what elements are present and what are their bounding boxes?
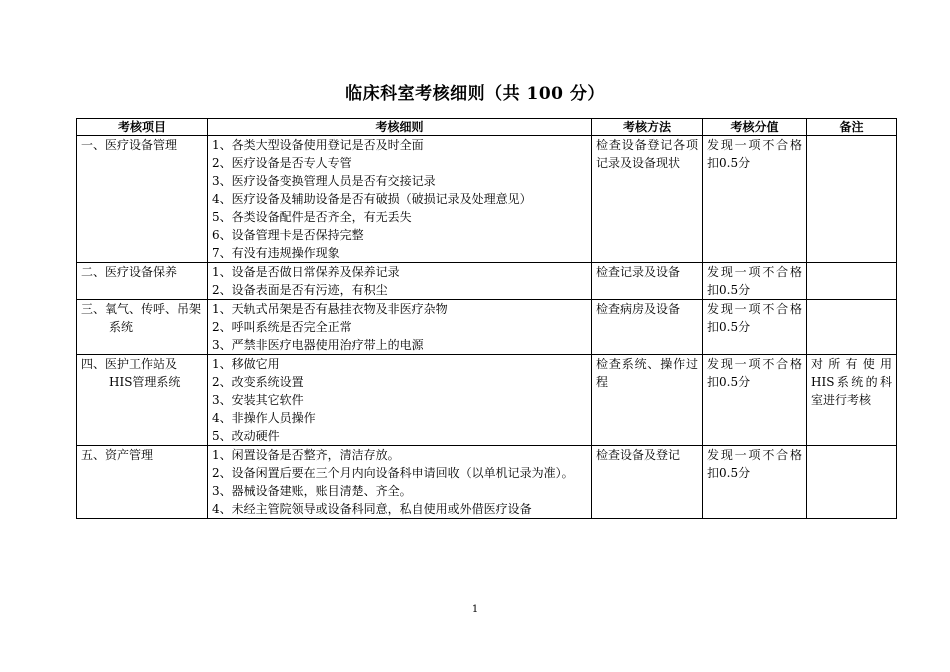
method-cell: 检查病房及设备 [592, 300, 703, 355]
detail-line: 3、医疗设备变换管理人员是否有交接记录 [212, 174, 436, 188]
item-line: HIS管理系统 [109, 375, 181, 389]
note-cell [807, 263, 897, 300]
item-cell [77, 300, 208, 355]
detail-line: 3、严禁非医疗电器使用治疗带上的电源 [212, 338, 424, 352]
score-cell: 发现一项不合格扣0.5分 [703, 263, 807, 300]
method-cell: 检查设备及登记 [592, 446, 703, 519]
method-cell: 检查记录及设备 [592, 263, 703, 300]
table-row [77, 300, 897, 355]
assessment-table [76, 118, 897, 519]
score-cell: 发现一项不合格扣0.5分 [703, 355, 807, 446]
item-cell [77, 263, 208, 300]
detail-line: 2、医疗设备是否专人专管 [212, 156, 352, 170]
detail-line: 2、改变系统设置 [212, 375, 304, 389]
score-cell: 发现一项不合格扣0.5分 [703, 300, 807, 355]
detail-line: 3、安装其它软件 [212, 393, 304, 407]
detail-line: 1、设备是否做日常保养及保养记录 [212, 265, 400, 279]
method-cell: 检查系统、操作过程 [592, 355, 703, 446]
score-cell: 发现一项不合格扣0.5分 [703, 446, 807, 519]
header-details: 考核细则 [208, 119, 592, 136]
item-line: 四、医护工作站及 [81, 357, 178, 371]
detail-line: 3、器械设备建账，账目清楚、齐全。 [212, 484, 412, 498]
item-line: 二、医疗设备保养 [81, 265, 178, 279]
detail-line: 1、移做它用 [212, 357, 280, 371]
note-cell [807, 446, 897, 519]
detail-line: 7、有没有违规操作现象 [212, 246, 340, 260]
page-number: 1 [471, 604, 479, 615]
details-cell [208, 263, 592, 300]
document-title: 临床科室考核细则（共 100 分） [345, 84, 605, 104]
detail-line: 2、设备闲置后要在三个月内向设备科申请回收（以单机记录为准）。 [212, 466, 574, 480]
detail-line: 2、设备表面是否有污迹，有积尘 [212, 283, 388, 297]
item-cell [77, 355, 208, 446]
table-header-row [77, 119, 897, 136]
item-line: 三、氧气、传呼、吊架 [81, 302, 202, 316]
detail-line: 5、改动硬件 [212, 429, 280, 443]
header-note: 备注 [807, 119, 897, 136]
method-cell: 检查设备登记各项记录及设备现状 [592, 136, 703, 263]
details-cell [208, 355, 592, 446]
note-cell [807, 136, 897, 263]
detail-line: 4、未经主管院领导或设备科同意，私自使用或外借医疗设备 [212, 502, 532, 516]
detail-line: 1、闲置设备是否整齐，清洁存放。 [212, 448, 400, 462]
detail-line: 4、非操作人员操作 [212, 411, 316, 425]
item-cell [77, 446, 208, 519]
detail-line: 1、天轨式吊架是否有悬挂衣物及非医疗杂物 [212, 302, 448, 316]
table-row [77, 446, 897, 519]
details-cell [208, 300, 592, 355]
item-line: 一、医疗设备管理 [81, 138, 178, 152]
detail-line: 1、各类大型设备使用登记是否及时全面 [212, 138, 424, 152]
details-cell [208, 136, 592, 263]
detail-line: 2、呼叫系统是否完全正常 [212, 320, 352, 334]
detail-line: 4、医疗设备及辅助设备是否有破损（破损记录及处理意见） [212, 192, 532, 206]
header-score: 考核分值 [703, 119, 807, 136]
header-item: 考核项目 [77, 119, 208, 136]
table-row [77, 355, 897, 446]
header-method: 考核方法 [592, 119, 703, 136]
table-row [77, 136, 897, 263]
table-row [77, 263, 897, 300]
detail-line: 6、设备管理卡是否保持完整 [212, 228, 364, 242]
score-cell: 发现一项不合格扣0.5分 [703, 136, 807, 263]
item-line: 五、资产管理 [81, 448, 154, 462]
item-cell [77, 136, 208, 263]
note-cell [807, 300, 897, 355]
details-cell [208, 446, 592, 519]
item-line: 系统 [109, 320, 134, 334]
note-cell: 对所有使用HIS系统的科室进行考核 [807, 355, 897, 446]
detail-line: 5、各类设备配件是否齐全，有无丢失 [212, 210, 412, 224]
